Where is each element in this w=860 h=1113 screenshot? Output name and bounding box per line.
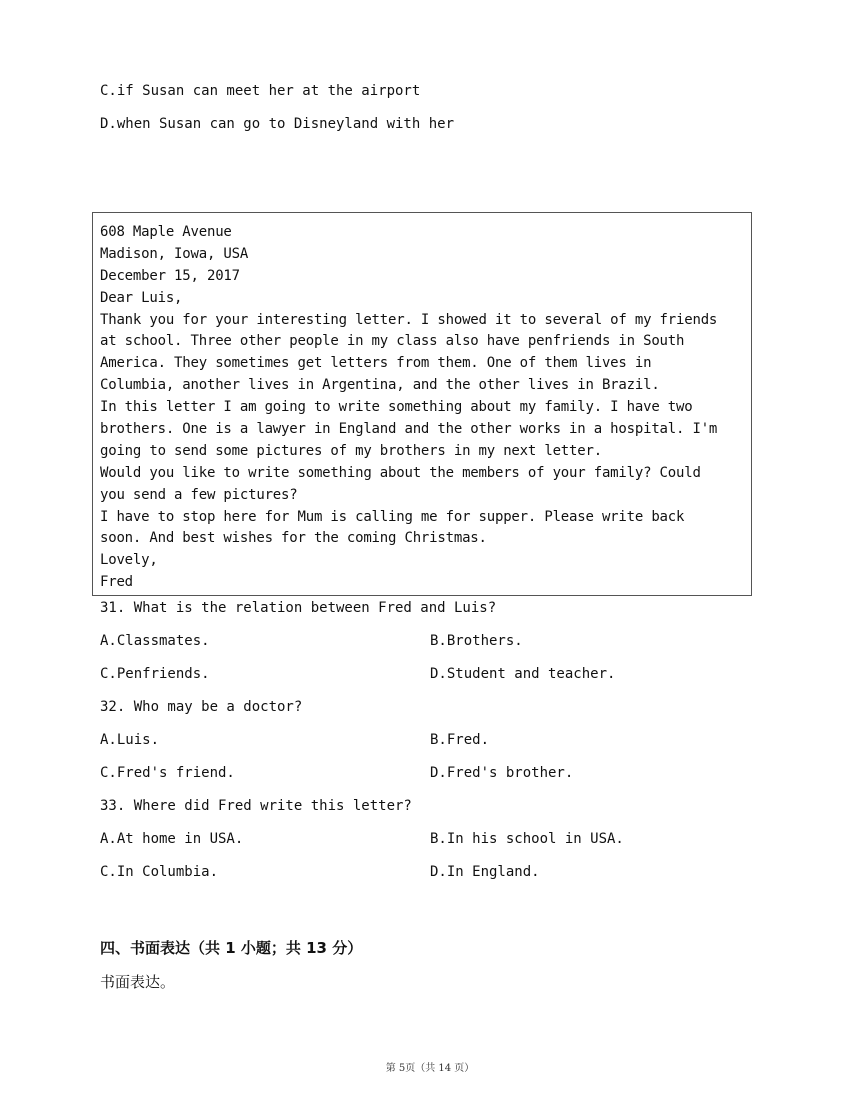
letter-line: Thank you for your interesting letter. I showed it to several of my friends	[100, 311, 718, 328]
question-31-option-b: B.Brothers.	[430, 633, 523, 649]
letter-line: going to send some pictures of my brothers in my next letter.	[100, 442, 602, 459]
prev-option-c: C.if Susan can meet her at the airport	[100, 83, 421, 99]
letter-line: you send a few pictures?	[100, 486, 298, 503]
letter-line: Would you like to write something about the members of your family? Could	[100, 464, 701, 481]
prev-option-d: D.when Susan can go to Disneyland with her	[100, 116, 455, 132]
question-33-option-a: A.At home in USA.	[100, 831, 244, 847]
letter-line: I have to stop here for Mum is calling me for supper. Please write back	[100, 508, 685, 525]
question-33-stem: 33. Where did Fred write this letter?	[100, 798, 412, 814]
question-31-option-a: A.Classmates.	[100, 633, 210, 649]
question-33-option-c: C.In Columbia.	[100, 864, 219, 880]
letter-signature: Fred	[100, 574, 133, 591]
section-title: 四、书面表达（共 1 小题；共 13 分）	[100, 939, 363, 957]
question-33-option-d: D.In England.	[430, 864, 540, 880]
question-32-option-a: A.Luis.	[100, 732, 160, 748]
letter-closing: Lovely,	[100, 552, 158, 569]
question-32-option-b: B.Fred.	[430, 732, 490, 748]
letter-line: In this letter I am going to write something about my family. I have two	[100, 399, 693, 416]
section-subtitle: 书面表达。	[100, 973, 176, 991]
letter-line: soon. And best wishes for the coming Christmas.	[100, 530, 487, 547]
question-32-stem: 32. Who may be a doctor?	[100, 699, 303, 715]
letter-box	[92, 212, 752, 596]
letter-address-street: 608 Maple Avenue	[100, 224, 232, 240]
letter-line: at school. Three other people in my class also have penfriends in South	[100, 333, 685, 350]
page-footer: 第 5页（共 14 页）	[385, 1063, 475, 1074]
question-31-stem: 31. What is the relation between Fred and Luis?	[100, 600, 497, 616]
question-31-option-d: D.Student and teacher.	[430, 666, 616, 682]
letter-line: America. They sometimes get letters from them. One of them lives in	[100, 355, 652, 372]
question-31-option-c: C.Penfriends.	[100, 666, 210, 682]
question-32-option-c: C.Fred's friend.	[100, 765, 235, 781]
letter-line: Columbia, another lives in Argentina, and the other lives in Brazil.	[100, 377, 660, 394]
letter-address-city: Madison, Iowa, USA	[100, 245, 249, 262]
question-32-option-d: D.Fred's brother.	[430, 765, 574, 781]
letter-body	[100, 223, 750, 595]
letter-line: brothers. One is a lawyer in England and the other works in a hospital. I'm	[100, 421, 718, 438]
letter-date: December 15, 2017	[100, 267, 240, 284]
letter-greeting: Dear Luis,	[100, 289, 183, 306]
question-33-option-b: B.In his school in USA.	[430, 831, 624, 847]
